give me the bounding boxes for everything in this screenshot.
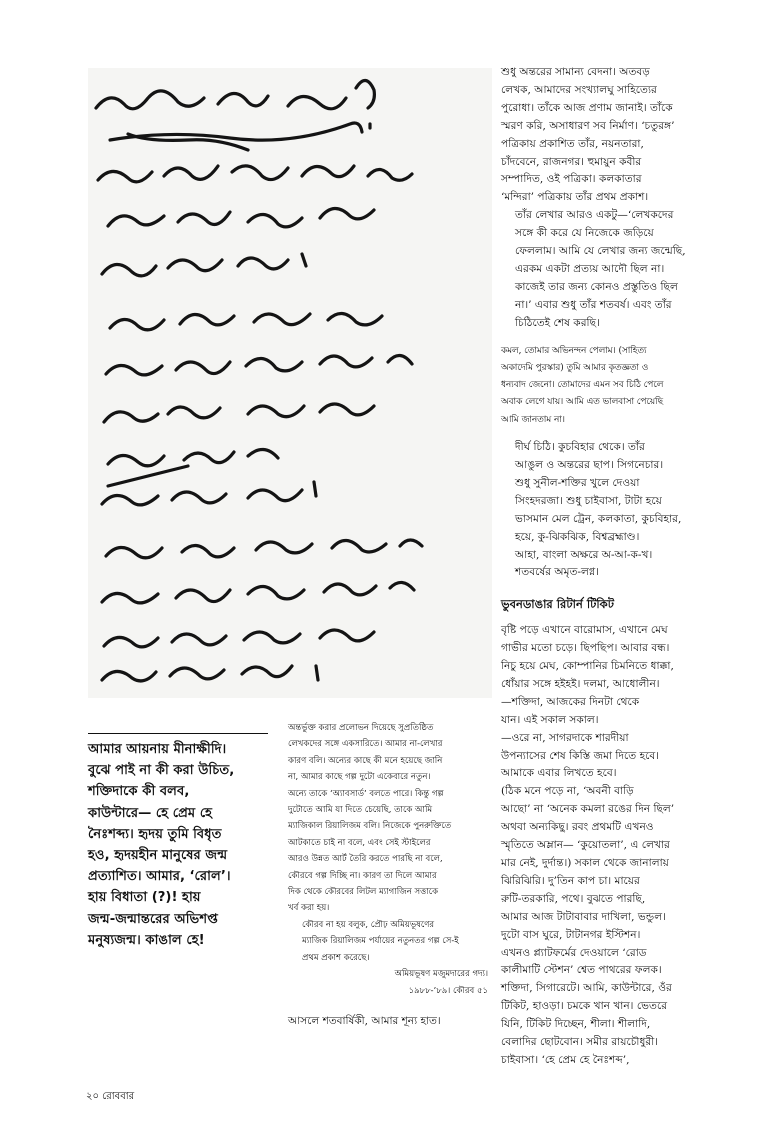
- text-line: আছো’ না ‘অনেক কমলা রঙের দিন ছিল’: [501, 803, 675, 816]
- text-line: কৌরবে গল্প দিচ্ছি না। কারণ তা দিলে আমার: [288, 870, 437, 881]
- text-line: কারণ বলি। অন্যের কাছে কী মনে হয়েছে জানি: [288, 755, 443, 766]
- text-line: এরকম একটা প্রত্যয় আদৌ ছিল না।: [515, 262, 665, 275]
- text-line: শক্তিদা, সিগারেটে। আমি, কাউন্টারে, ওঁর: [501, 982, 672, 995]
- text-line: প্রত্যাশিত। আমার, ‘রোল’।: [88, 869, 231, 885]
- text-line: চাঁদবেনে, রাজনগর। হুমায়ুন কবীর: [501, 155, 642, 168]
- text-line: দিক থেকে কৌরবের লিটল ম্যাগাজিন সত্তাকে: [288, 887, 439, 898]
- text-line: শতবর্ষের অমৃত-লগ্ন।: [515, 566, 600, 579]
- text-line: (ঠিক মনে পড়ে না, ‘অবনী বাড়ি: [501, 785, 634, 798]
- text-line: হও, হৃদয়হীন মানুষের জন্ম: [88, 848, 228, 864]
- text-line: পত্রিকায় প্রকাশিত তাঁর, নয়নতারা,: [501, 137, 644, 150]
- text-line: ‘মন্দিরা’ পত্রিকায় তাঁর প্রথম প্রকাশ।: [501, 191, 649, 204]
- text-line: আঙুল ও অন্তরের ছাপ। সিগনেচার।: [515, 458, 664, 471]
- section-heading: ভুবনডাঙার রিটার্ন টিকিট: [501, 597, 614, 612]
- text-line: অন্যে তাকে ‘অ্যাবসার্ড’ বলতে পারে। কিন্তু গল্প: [288, 788, 444, 799]
- text-line: কালীমাটি স্টেশন’ শ্বেত পাথরের ফলক।: [501, 964, 662, 977]
- text-line: জন্ম-জন্মান্তরের অভিশপ্ত: [88, 911, 219, 927]
- text-line: আরও উন্নত আর্ট তৈরি করতে পারছি না বলে,: [288, 854, 443, 865]
- closing-line: আসলে শতবার্ষিকী, আমার শূন্য হাত।: [288, 1014, 441, 1027]
- text-line: আহা, বাংলা অক্ষরে অ-আ-ক-খ।: [515, 548, 653, 561]
- text-line: গাভীর মতো চড়ে। ছিপছিপ। আবার বন্ধ।: [501, 642, 670, 655]
- text-line: বেলাদির ছোটবোন। সমীর রায়চৌধুরী।: [501, 1036, 659, 1049]
- text-line: আমাকে এবার লিখতে হবে।: [501, 767, 617, 780]
- text-line: বৃষ্টি পড়ে এখানে বারোমাস, এখানে মেঘ: [501, 624, 668, 637]
- text-line: লেখক, আমাদের সংখ্যালঘু সাহিত্যের: [501, 83, 657, 96]
- text-line: ধন্যবাদ জেনো। তোমাদের এমন সব চিঠি পেলে: [501, 380, 664, 391]
- text-line: সঙ্গে কী করে যে নিজেকে জড়িয়ে: [515, 227, 654, 240]
- text-line: ভাসমান মেল ট্রেন, কলকাতা, কুচবিহার,: [515, 512, 682, 525]
- text-line: আমার আয়নায় মীনাক্ষীদি।: [88, 742, 227, 757]
- text-line: রুটি-তরকারি, পথে। বুঝতে পারছি,: [501, 892, 646, 905]
- right-column: [501, 64, 727, 1070]
- text-line: টিকিট, হাওড়া। চমকে খান খান। ভেতরে: [501, 1000, 668, 1013]
- text-line: দুটো বাস ঘুরে, টাটানগর ইস্টিশন।: [501, 928, 641, 941]
- middle-column: [288, 720, 488, 1029]
- source-citation: ১৯৮৮-’৮৯। কৌরব ৫১: [408, 985, 488, 996]
- quoted-letter: [501, 343, 727, 429]
- manuscript-scribbles: [88, 68, 492, 698]
- text-line: শুধু অন্তরের সামান্য বেদনা। অতবড়: [501, 66, 650, 78]
- text-line: না।’ এবার শুধু তাঁর শতবর্ষ। এবং তাঁর: [515, 298, 672, 311]
- text-line: সম্পাদিত, ওই পত্রিকা। কলকাতার: [501, 173, 642, 186]
- text-line: তাঁর লেখার আরও একটু—‘লেখকদের: [515, 209, 674, 222]
- text-line: শুধু সুনীল-শক্তির খুলে দেওয়া: [515, 476, 640, 489]
- text-line: মার নেই, দুর্দান্ত।) সকাল থেকে জানালায়: [501, 857, 669, 870]
- paragraph-1: [501, 64, 727, 207]
- text-line: খর্ব করা হয়।: [288, 903, 330, 914]
- text-line: স্মৃতিতে অম্লান— ‘কুয়োতলা’, এ লেখার: [501, 839, 670, 852]
- text-line: ঝিরিঝিরি। দু’তিন কাপ চা। মায়ের: [501, 874, 640, 887]
- text-line: লেখকদের সঙ্গে একসারিতে। আমার না-লেখার: [288, 739, 443, 750]
- text-line: যিনি, টিকিট দিচ্ছেন, শীলা। শীলাদি,: [501, 1018, 651, 1031]
- text-line: আমার আজ টাটাবাবার দাখিলা, ভন্ডুল।: [501, 910, 666, 923]
- paragraph-4: [501, 622, 727, 1070]
- text-line: হায় বিধাতা (?)! হায়: [88, 890, 201, 906]
- text-line: মনুষ্যজন্ম। কাঙাল হে!: [88, 932, 205, 948]
- text-line: কাউন্টারে— হে প্রেম হে: [88, 805, 213, 821]
- handwritten-manuscript: [88, 68, 492, 698]
- text-line: —ওরে না, সাগরদাকে শারদীয়া: [501, 731, 629, 744]
- text-line: অবাক লেগে যায়। আমি এত ভালবাসা পেয়েছি: [501, 397, 663, 408]
- text-line: দুটোতে আমি যা দিতে চেয়েছি, তাকে আমি: [288, 805, 433, 816]
- text-line: বুঝে পাই না কী করা উচিত,: [88, 763, 235, 779]
- text-line: কৌরব না হয় বলুক, প্রৌঢ় অমিয়ভূষণের: [302, 919, 435, 930]
- text-line: অথবা অন্যকিছু। রবং প্রথমটি এখনও: [501, 821, 654, 834]
- text-line: ম্যাজিকাল রিয়ালিজম বলি। নিজেকে পুনরুক্তিতে: [288, 821, 452, 832]
- text-line: নিচু হয়ে মেঘ, কোম্পানির চিমনিতে ধাক্কা,: [501, 660, 674, 673]
- text-line: এখনও প্ল্যাটফর্মের দেওয়ালে ‘রোড: [501, 946, 647, 959]
- paragraph-2: [501, 207, 727, 332]
- text-line: না, আমার কাছে গল্প দুটো একেবারে নতুন।: [288, 772, 431, 783]
- text-line: অকাদেমি পুরস্কার) তুমি আমার কৃতজ্ঞতা ও: [501, 362, 649, 373]
- text-line: আটকাতে চাই না বলে, এবং সেই স্টাইলের: [288, 837, 431, 848]
- middle-paragraph-2: [288, 917, 488, 966]
- text-line: পুরোধা। তাঁকে আজ প্রণাম জানাই। তাঁকে: [501, 101, 673, 114]
- text-line: উপন্যাসের শেষ কিস্তি জমা দিতে হবে।: [501, 749, 660, 762]
- author-signature: অমিয়ভূষণ মজুমদারের গদ্য।: [394, 969, 488, 980]
- text-line: কমল, তোমার অভিনন্দন পেলাম। (সাহিত্য: [501, 345, 647, 356]
- pull-quote: [88, 733, 268, 951]
- text-line: প্রথম প্রকাশ করেছে।: [302, 952, 370, 963]
- text-line: অন্তর্ভুক্ত করার প্রলোভন দিয়েছে সুপ্রতিষ্ঠিত: [288, 723, 434, 733]
- text-line: ধোঁয়ার সঙ্গে হইহই। দলমা, আধোলীন।: [501, 677, 660, 690]
- text-line: —শক্তিদা, আজকের দিনটা থেকে: [501, 695, 640, 708]
- text-line: আমি জানতাম না।: [501, 414, 565, 425]
- page-footer: ২০ রোববার: [86, 1091, 135, 1102]
- middle-paragraph-1: [288, 720, 488, 917]
- text-line: সিংহদরজা। শুধু চাইবাসা, টাটা হয়ে: [515, 494, 662, 507]
- text-line: শক্তিদাকে কী বলব,: [88, 784, 190, 800]
- text-line: নৈঃশব্দ্য। হৃদয় তুমি বিধৃত: [88, 826, 222, 842]
- text-line: হয়ে, কু-ঝিকঝিক, বিশ্বব্রহ্মাণ্ড।: [515, 530, 640, 543]
- text-line: ম্যাজিক রিয়ালিজম পর্যায়ের নতুনতর গল্প সে-ই: [302, 936, 459, 947]
- text-line: দীর্ঘ চিঠি। কুচবিহার থেকে। তাঁর: [515, 441, 645, 454]
- text-line: কাজেই তার জন্য কোনও প্রস্তুতিও ছিল: [515, 280, 678, 293]
- text-line: ফেললাম। আমি যে লেখার জন্য জন্মেছি,: [515, 245, 686, 258]
- text-line: চিঠিতেই শেষ করছি।: [515, 316, 600, 329]
- text-line: যান। এই সকাল সকাল।: [501, 713, 599, 726]
- text-line: স্মরণ করি, অসাধারণ সব নির্মাণ। ‘চতুরঙ্গ’: [501, 119, 675, 132]
- text-line: চাইবাসা। ‘হে প্রেম হে নৈঃশব্দ’,: [501, 1053, 630, 1066]
- paragraph-3: [501, 439, 727, 582]
